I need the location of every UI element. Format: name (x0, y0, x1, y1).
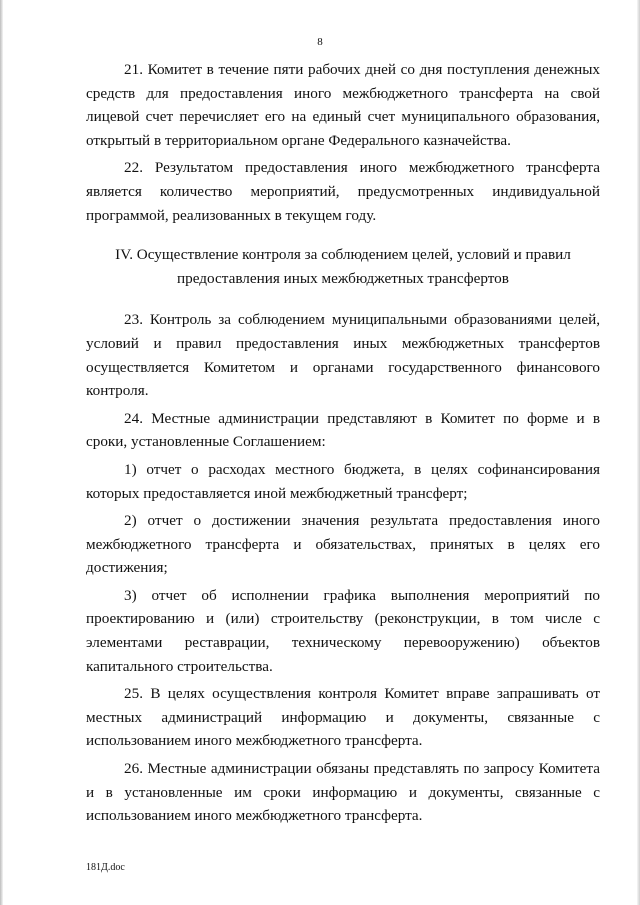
footer-filename: 181Д.doc (86, 862, 125, 873)
document-body (86, 58, 600, 832)
section-heading-line-1: IV. Осуществление контроля за соблюдением целей, условий и правил (115, 246, 571, 264)
paragraph-22: 22. Результатом предоставления иного межбюджетного трансферта является количество мероприятий, предусмотренных индивидуальной программой, реализованных в текущем году. (86, 159, 600, 224)
list-item-1: 1) отчет о расходах местного бюджета, в целях софинансирования которых предоставляется иной межбюджетный трансферт; (86, 460, 600, 502)
paragraph-21: 21. Комитет в течение пяти рабочих дней со дня поступления денежных средств для предоставления иного межбюджетного трансферта на свой лицевой счет перечисляет его на единый счет муниципального образования, открытый в территориальном органе Федерального казначейства. (86, 61, 600, 149)
paragraph-23: 23. Контроль за соблюдением муниципальными образованиями целей, условий и правил предоставления иных межбюджетных трансфертов осуществляется Комитетом и органами государственного финансового контроля. (86, 311, 600, 400)
list-item-3: 3) отчет об исполнении графика выполнения мероприятий по проектированию и (или) строительству (реконструкции, в том числе с элементами реставрации, техническому перевооружению) объектов капитального строительства. (86, 586, 600, 675)
section-heading-line-2: предоставления иных межбюджетных трансфертов (177, 269, 509, 287)
scan-edge-left (0, 0, 3, 905)
paragraph-25: 25. В целях осуществления контроля Комитет вправе запрашивать от местных администраций информацию и документы, связанные с использованием иного межбюджетного трансферта. (86, 685, 600, 750)
page-number: 8 (317, 36, 323, 48)
paragraph-26: 26. Местные администрации обязаны представлять по запросу Комитета и в установленные им сроки информацию и документы, связанные с использованием иного межбюджетного трансферта. (86, 760, 600, 825)
section-heading (86, 243, 600, 290)
list-item-2: 2) отчет о достижении значения результата предоставления иного межбюджетного трансферта и обязательствах, принятых в целях его достижения; (86, 512, 600, 577)
paragraph-24: 24. Местные администрации представляют в Комитет по форме и в сроки, установленные Соглашением: (86, 409, 600, 451)
